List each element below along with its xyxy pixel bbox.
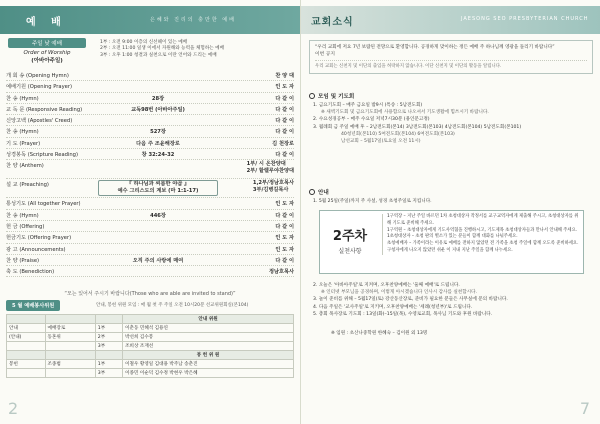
- table-cell: 3부: [95, 342, 122, 351]
- worship-row: [6, 81, 294, 92]
- table-cell: [7, 369, 46, 378]
- row-label: 통성기도 (All together Prayer): [6, 201, 81, 208]
- row-leader: 찬 양 대: [275, 73, 294, 79]
- action-item: 1초청대상자 – 초청 판의 별소가 있는 분들이 함께 대화를 나눠주세요.: [387, 234, 518, 240]
- row-content: 창 32:24-32: [141, 152, 175, 159]
- row-label: 교 독 문 (Responsive Reading): [6, 106, 83, 113]
- table-cell: 조종범: [45, 360, 95, 369]
- right-header-subtitle: JAESONG SEO PRESBYTERIAN CHURCH: [461, 16, 589, 22]
- bullet-icon: [309, 189, 315, 195]
- right-page: [300, 0, 600, 424]
- week-two-box: [319, 210, 584, 274]
- row-label: 설 교 (Preaching): [6, 182, 49, 189]
- list-item: 1. 금요기도회 – 매주 금요일 밤9시 (특송 : 5남전도회): [313, 103, 423, 108]
- list-item: 3. 놀이 준비를 위해 – 5월17일(토) 강산동산장로, 준비가 필요한 분들은 사무실에 문의 바랍니다.: [313, 297, 508, 303]
- week-two-sub: 실천사항: [338, 248, 362, 255]
- action-item: 1구역원 – 초청대상자에게 기도사역협을 진행하시고, 기도제목 초청대상자들과 만나서 안내해 주세요.: [387, 227, 578, 233]
- worship-row: [6, 210, 294, 221]
- service-time-1: 1부 : 오전 9:00 이층의 신선헤이 있는 예배: [100, 40, 188, 45]
- row-label: 찬 양 (Anthem): [6, 163, 44, 170]
- row-leader: 다 같 이: [275, 212, 294, 219]
- row-content: 446장: [150, 212, 166, 219]
- worship-row: [6, 244, 294, 255]
- table-cell: 이철우 황영일 김대용 박주남 송춘진: [123, 360, 294, 369]
- row-leader: 다 같 이: [275, 257, 294, 264]
- worship-row: [6, 149, 294, 160]
- row-leader: 정남호목사: [268, 269, 294, 276]
- left-header: [0, 6, 300, 34]
- row-content: 오직 주의 사랑에 매여: [132, 257, 184, 264]
- list-item: 40청년회(본110) 5여전도회(본104) 6여전도회(본103): [341, 131, 455, 137]
- worship-row: [6, 232, 294, 243]
- row-leader: 다 같 이: [275, 152, 294, 159]
- section-volunteers: [6, 300, 294, 311]
- list-item: 1. 5월 25일(주일)까지 주 사설, 성경 초청주일로 지킵니다.: [313, 199, 432, 204]
- week-two-actions: [382, 214, 582, 255]
- ow-title-ko: 주일 낮 예배: [8, 38, 86, 48]
- page-number-left: 2: [8, 399, 19, 418]
- table-cell: 1부: [95, 360, 122, 369]
- service-times: [100, 40, 224, 59]
- table-cell: 동혼위: [45, 333, 95, 342]
- volunteer-table: [6, 314, 294, 378]
- list-item: 남선교회 – 5월17일(토요일 오전 11시): [341, 139, 421, 145]
- row-label: 예배기원 (Opening Prayer): [6, 84, 73, 91]
- list-item: 3. 월례회 금 주일 예배 후 – 2남전도회(본14) 3남전도회(본103) 4남전도회(본104) 5남전도회(본101): [313, 124, 522, 130]
- table-cell: 1부: [95, 324, 122, 333]
- bullet-icon: [309, 93, 315, 99]
- table-cell: 2부: [95, 333, 122, 342]
- table-header: 봉 헌 위 원: [123, 351, 294, 360]
- intro-box: [309, 40, 593, 74]
- worship-row: [6, 115, 294, 126]
- left-header-subtitle: 은혜와 진리의 충만한 예배: [150, 17, 236, 23]
- sermon-title: 『 하나님과 씨름한 야곱 』 예수 그리스도의 계보 (마 1:1-17): [98, 180, 218, 196]
- row-content: 527장: [150, 129, 166, 136]
- section-notice-title: 안내: [309, 188, 329, 196]
- row-leader: 다 같 이: [275, 106, 294, 113]
- worship-row: [6, 138, 294, 149]
- worship-row: [6, 221, 294, 232]
- table-cell: [7, 342, 46, 351]
- table-cell: 3부: [95, 369, 122, 378]
- row-label: 축 도 (Benediction): [6, 269, 55, 276]
- service-time-3: 3부 : 오후 1:00 청결과 실천으로 이란 언어와 드리는 예배: [100, 52, 217, 58]
- worship-row: [6, 104, 294, 115]
- worship-row: [6, 198, 294, 209]
- table-cell: [95, 315, 122, 324]
- table-cell: [45, 351, 95, 360]
- left-header-title: 예 배: [26, 17, 67, 28]
- row-leader: 인 도 자: [275, 84, 294, 91]
- section-meetings-title: 모임 및 기도회: [309, 92, 354, 100]
- row-leader: 인 도 자: [275, 235, 294, 242]
- row-leader: 다 같 이: [275, 129, 294, 136]
- intro-quote: “우리 교회에 저요 7년 보람된 전망으로 환영합니다. 공경하게 맞이하는 정든 예배 주 하나님께 영광을 돌리기 바랍니다”: [315, 45, 555, 50]
- worship-row: [6, 266, 294, 277]
- row-leader: 1,2부/정남호목사 3부/김병길목사: [252, 180, 294, 194]
- right-header: [301, 6, 600, 34]
- row-leader: 다 같 이: [275, 118, 294, 125]
- order-of-worship-title: [8, 38, 86, 68]
- worship-row: [6, 93, 294, 104]
- row-label: 찬 송 (Hymn): [6, 129, 39, 136]
- worship-row: [6, 70, 294, 81]
- week-two-word: 2주차: [332, 229, 368, 244]
- worship-row: [6, 160, 294, 179]
- row-label: 광 고 (Announcements): [6, 246, 66, 253]
- row-label: 기 도 (Prayer): [6, 140, 41, 147]
- row-content: 28장: [151, 95, 165, 102]
- table-row: [7, 369, 294, 378]
- week-two-label: [324, 225, 376, 255]
- list-item: 5. 총회 목사장로 기도회 : 13일(화)–15일(목), 수영로교회, 목사님 기도와 후원 바랍니다.: [313, 311, 493, 317]
- meetings-list: [313, 102, 593, 145]
- table-cell: [45, 369, 95, 378]
- row-label: 찬 송 (Hymn): [6, 212, 39, 219]
- more-notice-list: [313, 282, 593, 318]
- row-leader: 인 도 자: [275, 201, 294, 208]
- footer-note: [331, 330, 591, 337]
- table-cell: 이종민 이순덕 김수정 박현우 박은혜: [123, 369, 294, 378]
- right-header-title: 교회소식: [311, 17, 354, 28]
- action-item: 1구역장 – 지난 주일 바르던 1차 초청대상자 작정서를 교구교역자에게 제출해 주시고, 초청대상자를 위해 기도로 준비해 주세요.: [387, 214, 579, 226]
- table-cell: 조희상 조재선: [123, 342, 294, 351]
- action-item: 초청예배자 – 가족이라는 이유로 예배를 전하지 않았던 전 가족을 초청 주일에 함께 오도록 준비하세요.: [387, 241, 579, 247]
- table-cell: [45, 315, 95, 324]
- table-header: 안내 위원: [123, 315, 294, 324]
- list-item: 2. 오늘은 '아바아주일'로 지켜며, 오후찬양예배는 '둘째 예배'로 드립니다.: [313, 283, 460, 288]
- table-cell: 봉헌: [7, 360, 46, 369]
- table-cell: [95, 351, 122, 360]
- worship-order-list: [6, 70, 294, 277]
- row-label: 성경봉독 (Scripture Reading): [6, 152, 78, 159]
- section-volunteers-note: 안내, 봉헌 위원 모임 : 매 월 첫 주 주일 오전 10시20분 선교위원회실(본104): [96, 303, 249, 308]
- table-cell: [45, 342, 95, 351]
- table-cell: 안내: [7, 324, 46, 333]
- footer-note-text: ※ 임원 : 초산나중학원 한혜숙 – 김이원 외 13명: [331, 331, 428, 336]
- list-item: ※ 인터넷 부모님을 공경하며, 이렇게 아시겠습니다 인사시 감사를 실천합시다.: [321, 290, 478, 296]
- list-item: ※ 새벽기도회 및 금요기도회에 사용함으로 나오셔서 기도생활에 힘쓰시기 바랍니다.: [321, 110, 489, 116]
- list-item: 4. 다음 주일은 '교사주일'로 지키며, 오후찬양예배는 '세례(청년부)'로 드립니다.: [313, 304, 473, 310]
- table-cell: 예배장로: [45, 324, 95, 333]
- row-leader: 인 도 자: [275, 246, 294, 253]
- table-row: [7, 315, 294, 324]
- table-cell: [7, 351, 46, 360]
- table-cell: 이춘동 민혜석 김용연: [123, 324, 294, 333]
- table-row: [7, 342, 294, 351]
- standing-note: “모는 있어서 주시기 바랍니다(Those who are able are invited to stand)”: [64, 291, 236, 297]
- table-row: [7, 333, 294, 342]
- worship-row: [6, 179, 294, 198]
- list-item: 2. 수요성경공부 – 매주 수요일 저녁7시30분 (용인문고정): [313, 117, 430, 123]
- row-label: 헌 금 (Offering): [6, 223, 45, 230]
- service-time-2: 2부 : 오전 11:00 일생 이에서 자원해와 능력을 체험하는 예배: [100, 46, 225, 52]
- table-row: [7, 324, 294, 333]
- worship-row: [6, 126, 294, 137]
- worship-row: [6, 255, 294, 266]
- ow-title-ch: (아바아주일): [31, 58, 63, 64]
- section-volunteers-title: 5 월 예배봉사위원: [6, 300, 60, 311]
- table-cell: 박선희 김수봉: [123, 333, 294, 342]
- row-leader: 김 천장로: [272, 140, 294, 147]
- row-label: 신앙고백 (Apostles' Creed): [6, 118, 73, 125]
- table-cell: (안내): [7, 333, 46, 342]
- row-content: 교독98번 (아바아주일): [131, 106, 185, 113]
- table-row: [7, 351, 294, 360]
- intro-ref: 이번 공지: [315, 52, 336, 57]
- table-cell: [7, 315, 46, 324]
- ow-title-en: Order of Worship: [23, 50, 71, 56]
- intro-body: 우리 교회는 신천지 및 이단의 출입을 허락하지 않습니다. 이단 신천지 및 이단의 활동을 알립니다.: [315, 60, 587, 70]
- action-item: 구청자에게 나오지 않았던 쉬운 이 지내 지난 주일을 함께 나누세요.: [387, 247, 513, 253]
- row-leader: 1부/ 시 온찬양대 2부/ 할렐루야찬양대: [246, 161, 294, 175]
- row-label: 찬 양 (Praise): [6, 257, 40, 264]
- page-number-right: 7: [579, 399, 590, 418]
- row-label: 개 회 송 (Opening Hymn): [6, 73, 69, 79]
- row-label: 찬 송 (Hymn): [6, 95, 39, 102]
- row-content: 다음 주 조윤해장로: [136, 140, 180, 147]
- table-row: [7, 360, 294, 369]
- row-leader: 다 같 이: [275, 223, 294, 230]
- row-label: 헌금기도 (Offering Prayer): [6, 235, 72, 242]
- row-leader: 다 같 이: [275, 95, 294, 102]
- notice-list: [313, 198, 593, 205]
